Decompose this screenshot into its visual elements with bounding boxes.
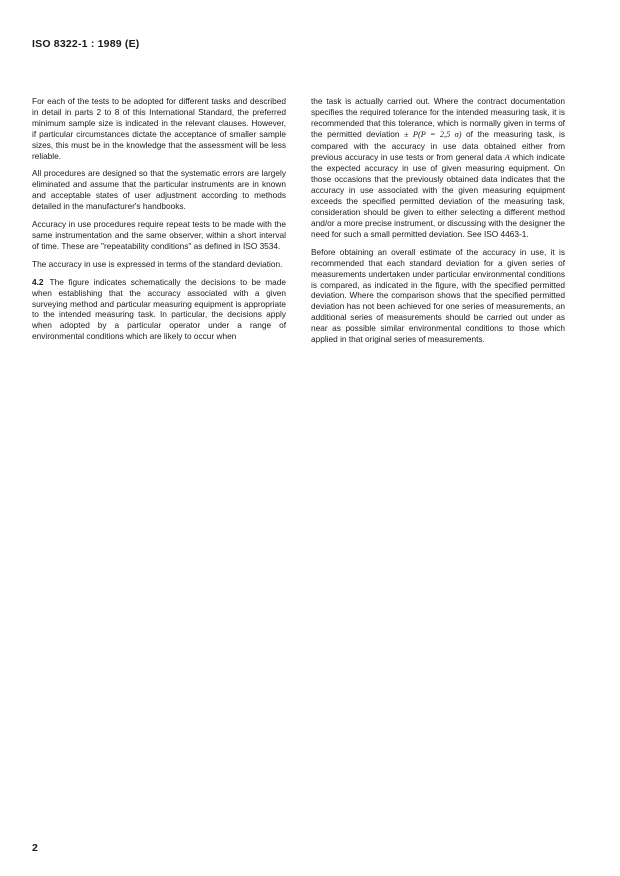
- left-column: [32, 96, 286, 349]
- standard-reference-header: ISO 8322-1 : 1989 (E): [32, 38, 140, 50]
- paragraph-repeatability: Accuracy in use procedures require repeat tests to be made with the same instrumentation and the same observer, within a short interval of time. These are "repeatability conditions" as defined in ISO 3534.: [32, 219, 286, 251]
- right-column: [311, 96, 565, 352]
- section-4-2: [32, 277, 286, 342]
- paragraph-standard-deviation: The accuracy in use is expressed in terms of the standard deviation.: [32, 258, 283, 269]
- permitted-deviation-formula: ± P(P = 2,5 σ): [404, 129, 462, 139]
- general-data-symbol: A: [504, 152, 510, 162]
- tolerance-text-part2: of the measuring task, is compared with the accuracy in use data obtained either from previous accuracy in use tests or from general data: [311, 128, 565, 162]
- paragraph-overall-estimate: Before obtaining an overall estimate of the accuracy in use, it is recommended that each standard deviation for a given series of measurements undertaken under particular environmental conditions is compared, as indicated in the figure, with the specified permitted deviation. Where the comparison shows that the specified permitted deviation has not been achieved for one series of measurements, an additional series of measurements should be carried out under as near as possible similar environmental conditions to those which applied in that original series of measurements.: [311, 246, 565, 345]
- paragraph-sample-size: For each of the tests to be adopted for different tasks and described in detail in parts 2 to 8 of this International Standard, the preferred minimum sample size is indicated in the relevant clauses. However, if particular circumstances dictate the acceptance of smaller sample sizes, this must be in the knowledge that the assessment will be less reliable.: [32, 96, 286, 161]
- section-4-2-text: The figure indicates schematically the decisions to be made when establishing that the accuracy associated with a given surveying method and particular measuring equipment is appropriate to the intended measuring task. In particular, the decisions apply when adopted by a particular operator under a range of environmental conditions which are likely to occur when: [32, 276, 286, 342]
- tolerance-text-part3: which indicate the expected accuracy in use of given measuring equipment. On those occasions that the previously obtained data indicates that the accuracy in use associated with the given measuring equipment exceeds the specified permitted deviation of the measuring task, consideration should be given to either selecting a different method and/or a more precise instrument, or discussing with the designer the need for such a small permitted deviation. See ISO 4463-1.: [311, 151, 565, 239]
- paragraph-tolerance-comparison: [311, 96, 565, 240]
- tolerance-text-part1: the task is actually carried out. Where the contract documentation specifies the required tolerance for the intended measuring task, it is recommended that this tolerance, which is normally given in terms of the permitted deviation: [311, 96, 565, 139]
- paragraph-systematic-errors: All procedures are designed so that the systematic errors are largely eliminated and assume that the particular instruments are in known and acceptable states of user adjustment according to methods detailed in the manufacturer's handbooks.: [32, 168, 286, 212]
- section-number: 4.2: [32, 276, 44, 287]
- page-number: 2: [32, 842, 38, 854]
